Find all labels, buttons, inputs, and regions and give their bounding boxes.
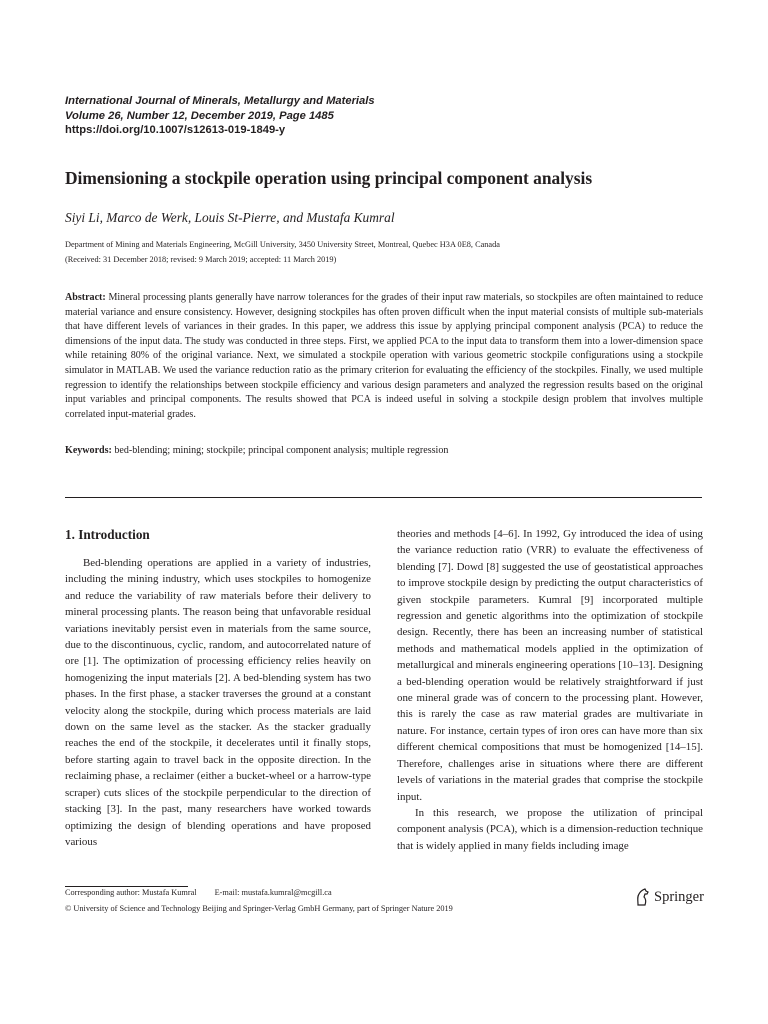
springer-horse-icon (634, 888, 650, 906)
abstract-text: Mineral processing plants generally have narrow tolerances for the grades of their input raw materials, so stockpiles are often maintained to reduce material variance and ensure consistency. However, designing stockpiles has often proven difficult when the input material consists of multiple sub-materials that have different levels of variances in their grades. In this paper, we address this issue by applying principal component analysis (PCA) to reduce the dimensions of the input data. The study was conducted in three steps. First, we applied PCA to the input data to transform them into a lower-dimension space while retaining 80% of the original variance. Next, we simulated a stockpile operation with various geometric stockpile configurations using a stockpile simulator in MATLAB. We used the variance reduction ratio as the primary criterion for evaluating the efficiency of the stockpiles. Finally, we used multiple regression to identify the relationships between stockpile efficiency and various design parameters and analyzed the regression results based on the original input variables and principal components. The results showed that PCA is indeed useful in solving a stockpile design problem that involves multiple correlated input-material grades. (65, 292, 703, 420)
keywords-label: Keywords: (65, 445, 112, 456)
journal-header (65, 94, 705, 138)
journal-volume: Volume 26, Number 12, December 2019, Page 1485 (65, 109, 334, 122)
email-address[interactable]: E-mail: mustafa.kumral@mcgill.ca (214, 888, 332, 897)
abstract-label: Abstract: (65, 292, 106, 303)
keywords (65, 444, 705, 458)
paper-title: Dimensioning a stockpile operation using principal component analysis (65, 168, 593, 188)
paragraph: theories and methods [4–6]. In 1992, Gy introduced the idea of using the variance reduction ratio (VRR) to evaluate the effectiveness of blending [7]. Dowd [8] suggested the use of geostatistical approaches to improve stockpile design by predicting the output characteristics of given stockpile parameters. Kumral [9] incorporated multiple regression and genetic algorithms into the optimization of stockpile design. Recently, there has been an increasing number of statistical methods and mathematical models applied in the optimization of metallurgical and minerals engineering operations [10–13]. Designing a bed-blending operation would be relatively straightforward if just one mineral grade was of concern to the processing plant. However, this is rarely the case as raw material grades are multivariate in nature. For instance, certain types of iron ores can have more than six different chemical compositions that must be homogenized [14–15]. Therefore, challenges arise in situations where there are different levels of variations in the material grades that comprise the stockpile input. (397, 528, 703, 803)
paragraph: In this research, we propose the utilization of principal component analysis (PCA), which is a dimension-reduction technique that is widely applied in many fields including image (397, 806, 703, 852)
paragraph: Bed-blending operations are applied in a variety of industries, including the mining industry, which uses stockpiles to homogenize and reduce the variability of raw materials before their delivery to mineral processing plants. The reason being that unfavorable residual variations inevitably persist even in materials from the same source, due to the discontinuous, cyclic, random, and autocorrelated nature of ore [1]. The optimization of processing efficiency relies heavily on homogenizing the input materials [2]. A bed-blending system has two phases. In the first phase, a stacker traverses the ground at a constant velocity along the stockpile, during which process materials are laid down on the same level as the stacker. As the stacker gradually reaches the end of the stockpile, it decelerates until it finally stops, before starting again to travel back in the opposite direction. In the reclaiming phase, a reclaimer (either a bucket-wheel or a harrow-type scraper) cuts slices of the stockpile perpendicular to the direction of stacking [3]. In the past, many researchers have worked towards optimizing the design of blending operations and have proposed various (65, 557, 371, 848)
affiliation-block (65, 237, 725, 267)
body-column-right (397, 526, 703, 854)
section-divider (65, 497, 702, 498)
keywords-text: bed-blending; mining; stockpile; principal component analysis; multiple regression (111, 445, 449, 456)
doi-link[interactable]: https://doi.org/10.1007/s12613-019-1849-y (65, 124, 286, 136)
publisher-name: Springer (654, 888, 704, 905)
footnote-rule (65, 886, 188, 887)
received-dates: (Received: 31 December 2018; revised: 9 March 2019; accepted: 11 March 2019) (65, 255, 337, 264)
affiliation: Department of Mining and Materials Engineering, McGill University, 3450 University Street, Montreal, Quebec H3A 0E8, Canada (65, 240, 500, 249)
section-heading: 1. Introduction (65, 527, 150, 542)
abstract (65, 291, 703, 422)
author-list: Siyi Li, Marco de Werk, Louis St-Pierre, and Mustafa Kumral (65, 210, 395, 225)
publisher-logo (634, 888, 704, 906)
body-column-left (65, 555, 371, 850)
copyright-notice: © University of Science and Technology Beijing and Springer-Verlag GmbH Germany, part of Springer Nature 2019 (65, 904, 453, 913)
journal-name: International Journal of Minerals, Metallurgy and Materials (65, 95, 375, 107)
corresponding-author: Corresponding author: Mustafa Kumral (65, 888, 197, 897)
footnote-corresponding (65, 888, 332, 897)
